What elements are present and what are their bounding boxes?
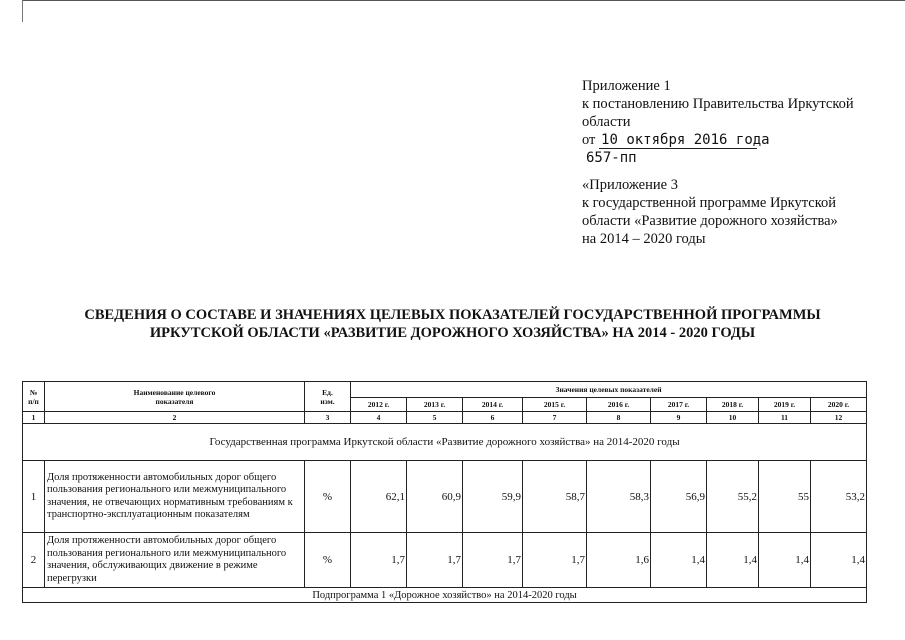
- indicator-value: 55: [759, 461, 811, 533]
- column-number: 7: [523, 412, 587, 424]
- indicator-value: 59,9: [463, 461, 523, 533]
- header-unit-line-1: Ед.: [322, 387, 333, 397]
- annex-date-line: [582, 131, 882, 149]
- annex-line-3: области: [582, 114, 631, 130]
- subprogram-row: [23, 588, 867, 603]
- indicator-value: 1,7: [351, 533, 407, 588]
- indicator-name: Доля протяженности автомобильных дорог общего пользования регионального или межмуниципального значения, не отвечающих нормативным требованиям к транспортно-эксплуатационным показателям: [45, 461, 305, 533]
- year-header: 2017 г.: [651, 398, 707, 412]
- annex2-line-4: на 2014 – 2020 годы: [582, 231, 706, 247]
- annex2-line-3: области «Развитие дорожного хозяйства»: [582, 213, 838, 229]
- column-number: 6: [463, 412, 523, 424]
- header-unit-line-2: изм.: [320, 396, 335, 406]
- indicator-value: 62,1: [351, 461, 407, 533]
- table-row: [23, 461, 867, 533]
- header-name-line-1: Наименование целевого: [133, 387, 216, 397]
- header-no: [23, 382, 45, 412]
- header-name: [45, 382, 305, 412]
- column-number: 10: [707, 412, 759, 424]
- page-border-top: [22, 0, 905, 1]
- annex-line-1: Приложение 1: [582, 78, 671, 94]
- page-border-left: [22, 0, 23, 22]
- year-header: 2018 г.: [707, 398, 759, 412]
- indicator-value: 1,7: [407, 533, 463, 588]
- indicator-value: 55,2: [707, 461, 759, 533]
- column-number: 8: [587, 412, 651, 424]
- annex-date: 10 октября 2016 года: [601, 132, 770, 148]
- indicator-value: 1,6: [587, 533, 651, 588]
- indicator-value: 58,7: [523, 461, 587, 533]
- subprogram-title: Подпрограмма 1 «Дорожное хозяйство» на 2014-2020 годы: [23, 588, 867, 603]
- indicator-value: 53,2: [811, 461, 867, 533]
- title-line-1: СВЕДЕНИЯ О СОСТАВЕ И ЗНАЧЕНИЯХ ЦЕЛЕВЫХ ПОКАЗАТЕЛЕЙ ГОСУДАРСТВЕННОЙ ПРОГРАММЫ: [84, 307, 821, 323]
- column-number: 1: [23, 412, 45, 424]
- column-number: 2: [45, 412, 305, 424]
- year-header: 2020 г.: [811, 398, 867, 412]
- header-no-line-1: №: [29, 387, 38, 397]
- column-number: 11: [759, 412, 811, 424]
- annex-line-2: к постановлению Правительства Иркутской: [582, 96, 854, 112]
- column-number: 9: [651, 412, 707, 424]
- column-number: 3: [305, 412, 351, 424]
- annex2-header: [582, 176, 882, 248]
- indicator-name: Доля протяженности автомобильных дорог общего пользования регионального или межмуниципального значения, обслуживающих движение в режиме перегрузки: [45, 533, 305, 588]
- year-header: 2016 г.: [587, 398, 651, 412]
- indicators-table: [22, 381, 867, 603]
- program-title: Государственная программа Иркутской области «Развитие дорожного хозяйства» на 2014-2020 годы: [23, 424, 867, 461]
- year-header: 2015 г.: [523, 398, 587, 412]
- indicator-value: 1,4: [651, 533, 707, 588]
- indicator-value: 1,7: [523, 533, 587, 588]
- column-numbers-row: [23, 412, 867, 424]
- header-no-line-2: п/п: [28, 396, 39, 406]
- header-row-1: [23, 382, 867, 398]
- indicator-value: 1,7: [463, 533, 523, 588]
- indicator-value: 60,9: [407, 461, 463, 533]
- indicator-value: 56,9: [651, 461, 707, 533]
- annex-header: [582, 77, 882, 167]
- indicator-unit: %: [305, 461, 351, 533]
- year-header: 2014 г.: [463, 398, 523, 412]
- column-number: 12: [811, 412, 867, 424]
- year-header: 2019 г.: [759, 398, 811, 412]
- year-header: 2013 г.: [407, 398, 463, 412]
- row-number: 2: [23, 533, 45, 588]
- column-number: 5: [407, 412, 463, 424]
- document-title: [30, 306, 875, 342]
- year-header: 2012 г.: [351, 398, 407, 412]
- indicator-value: 1,4: [811, 533, 867, 588]
- header-values: Значения целевых показателей: [351, 382, 867, 398]
- title-line-2: ИРКУТСКОЙ ОБЛАСТИ «РАЗВИТИЕ ДОРОЖНОГО ХОЗЯЙСТВА» НА 2014 - 2020 ГОДЫ: [149, 325, 756, 341]
- program-row: [23, 424, 867, 461]
- table-row: [23, 533, 867, 588]
- indicator-unit: %: [305, 533, 351, 588]
- header-unit: [305, 382, 351, 412]
- row-number: 1: [23, 461, 45, 533]
- annex-from-label: от: [582, 132, 596, 148]
- annex2-line-1: «Приложение 3: [582, 177, 678, 193]
- annex2-line-2: к государственной программе Иркутской: [582, 195, 837, 211]
- header-name-line-2: показателя: [155, 396, 194, 406]
- indicator-value: 1,4: [707, 533, 759, 588]
- annex-number: 657-пп: [586, 150, 637, 166]
- indicator-value: 58,3: [587, 461, 651, 533]
- indicator-value: 1,4: [759, 533, 811, 588]
- column-number: 4: [351, 412, 407, 424]
